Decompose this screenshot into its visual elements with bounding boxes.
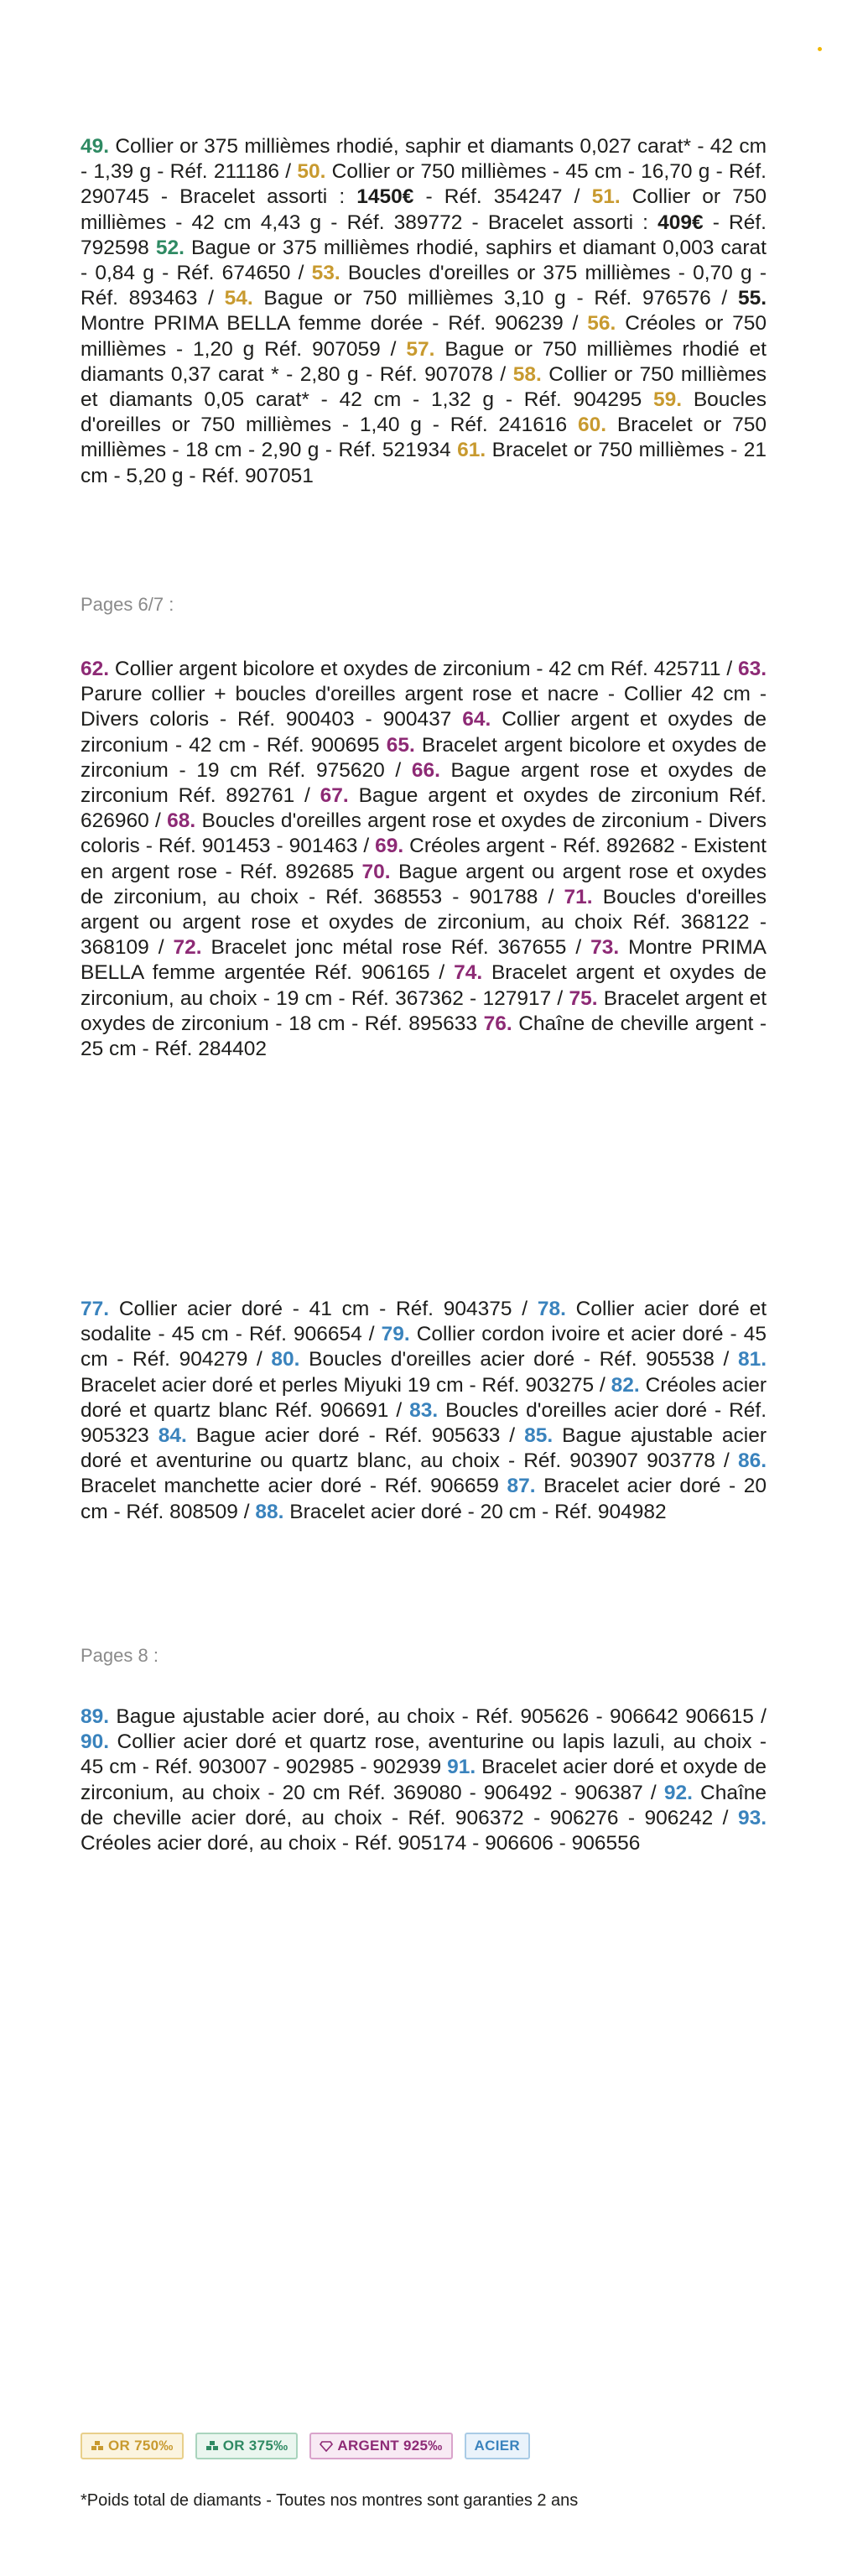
- item-description: Boucles d'oreilles acier doré - Réf. 905323: [81, 1398, 767, 1448]
- pages-8-heading: Pages 8 :: [81, 1645, 159, 1666]
- item-number: 80.: [271, 1348, 300, 1371]
- item-description: Collier argent bicolore et oxydes de zirconium - 42 cm Réf. 425711 /: [109, 658, 738, 680]
- item-description: Collier or 750 millièmes - 45 cm - 16,70 g - Réf. 290745 - Bracelet assorti :: [81, 160, 767, 209]
- diamond-icon: [320, 2440, 333, 2452]
- item-number: 66.: [411, 758, 440, 782]
- item-description: Bracelet argent et oxydes de zirconium - 18 cm - Réf. 895633: [81, 986, 767, 1035]
- item-description: Créoles acier doré, au choix - Réf. 905174 - 906606 - 906556: [81, 1832, 641, 1855]
- item-description: Bague ajustable acier doré, au choix - Réf. 905626 - 906642 906615 /: [109, 1705, 767, 1728]
- gold-bars-icon: [91, 2440, 104, 2452]
- item-number: 77.: [81, 1298, 110, 1320]
- badge-or-375-label: OR 375‰: [222, 2438, 288, 2454]
- item-description: Bracelet acier doré - 20 cm - Réf. 808509 /: [81, 1475, 767, 1523]
- item-description: Bracelet argent bicolore et oxydes de zirconium - 19 cm Réf. 975620 /: [81, 733, 767, 782]
- item-number: 60.: [577, 414, 607, 437]
- item-number: 69.: [375, 835, 404, 858]
- item-number: 84.: [158, 1424, 187, 1448]
- item-number: 68.: [167, 809, 196, 833]
- item-number: 57.: [406, 337, 435, 361]
- item-description: Bracelet acier doré et perles Miyuki 19 cm - Réf. 903275 /: [81, 1373, 611, 1397]
- item-description: Chaîne de cheville acier doré, au choix - Réf. 906372 - 906276 - 906242 /: [81, 1781, 767, 1829]
- item-number: 52.: [155, 236, 185, 259]
- gold-bars-icon: [205, 2440, 219, 2452]
- item-number: 75.: [569, 986, 598, 1010]
- item-description: Collier argent et oxydes de zirconium - 42 cm - Réf. 900695: [81, 708, 767, 757]
- item-description: Bague or 375 millièmes rhodié, saphirs et diamant 0,003 carat - 0,84 g - Réf. 674650 /: [81, 236, 767, 285]
- item-description: Montre PRIMA BELLA femme dorée - Réf. 906239 /: [81, 312, 588, 336]
- item-description: Boucles d'oreilles or 375 millièmes - 0,70 g - Réf. 893463 /: [81, 262, 767, 310]
- item-description: Bracelet or 750 millièmes - 21 cm - 5,20 g - Réf. 907051: [81, 439, 767, 487]
- item-description: Bague or 750 millièmes rhodié et diamants 0,37 carat * - 2,80 g - Réf. 907078 /: [81, 337, 767, 386]
- item-description: Bracelet acier doré et oxyde de zirconium, au choix - 20 cm Réf. 369080 - 906492 - 906387 /: [81, 1756, 767, 1804]
- item-description: Parure collier + boucles d'oreilles argent rose et nacre - Collier 42 cm - Divers coloris - Réf. 900403 - 900437: [81, 683, 767, 731]
- item-number: 74.: [454, 961, 483, 985]
- item-number: 82.: [611, 1373, 640, 1397]
- item-description: Bracelet manchette acier doré - Réf. 906659: [81, 1475, 507, 1498]
- catalog-block-steel: [81, 1297, 767, 1525]
- item-number: 55.: [737, 287, 767, 310]
- item-description: Créoles argent - Réf. 892682 - Existent en argent rose - Réf. 892685: [81, 835, 767, 883]
- item-description: Bracelet acier doré - 20 cm - Réf. 904982: [283, 1500, 667, 1523]
- item-number: 51.: [591, 185, 621, 209]
- item-number: 81.: [737, 1348, 767, 1371]
- item-number: 86.: [737, 1449, 767, 1473]
- item-number: 54.: [224, 287, 253, 310]
- item-description: Collier acier doré et quartz rose, aventurine ou lapis lazuli, au choix - 45 cm - Réf. 903007 - 902985 - 902939: [81, 1730, 767, 1779]
- item-number: 91.: [447, 1756, 476, 1779]
- item-number: 59.: [653, 388, 683, 412]
- corner-dot: [818, 47, 822, 51]
- item-price: 409€: [657, 211, 704, 234]
- item-number: 85.: [524, 1424, 554, 1448]
- item-description: Boucles d'oreilles or 750 millièmes - 1,40 g - Réf. 241616: [81, 388, 767, 437]
- item-description: Bague ajustable acier doré et aventurine ou quartz blanc, au choix - Réf. 903907 903778 /: [81, 1424, 767, 1473]
- item-number: 53.: [311, 262, 340, 285]
- item-number: 78.: [537, 1298, 566, 1320]
- item-number: 89.: [81, 1705, 110, 1728]
- item-number: 92.: [663, 1781, 693, 1804]
- item-description: Créoles or 750 millièmes - 1,20 g Réf. 907059 /: [81, 312, 767, 361]
- material-legend: [81, 2433, 530, 2459]
- badge-argent-925: [309, 2433, 452, 2459]
- item-number: 67.: [320, 784, 349, 808]
- item-description: Bague argent rose et oxydes de zirconium Réf. 892761 /: [81, 758, 767, 808]
- item-number: 64.: [462, 708, 491, 731]
- catalog-block-steel-2: [81, 1704, 767, 1856]
- item-number: 50.: [297, 160, 326, 184]
- item-number: 73.: [590, 936, 620, 960]
- item-description: Bague argent et oxydes de zirconium Réf. 626960 /: [81, 784, 767, 833]
- item-description: Bague acier doré - Réf. 905633 /: [186, 1424, 525, 1448]
- item-description: Bague or 750 millièmes 3,10 g - Réf. 976576 /: [252, 287, 738, 310]
- item-description: Collier or 375 millièmes rhodié, saphir et diamants 0,027 carat* - 42 cm - 1,39 g - Réf. 211186 /: [81, 135, 767, 184]
- badge-argent-925-label: ARGENT 925‰: [337, 2438, 443, 2454]
- item-description: Chaîne de cheville argent - 25 cm - Réf. 284402: [81, 1012, 767, 1061]
- item-number: 90.: [81, 1730, 110, 1754]
- item-number: 76.: [483, 1012, 512, 1035]
- catalog-block-silver: [81, 657, 767, 1062]
- item-description-suffix: - Réf. 792598: [81, 211, 767, 259]
- item-description: Bracelet or 750 millièmes - 18 cm - 2,90 g - Réf. 521934: [81, 414, 767, 462]
- item-number: 65.: [386, 733, 415, 757]
- badge-or-375: [195, 2433, 299, 2459]
- badge-acier: [465, 2433, 530, 2459]
- item-number: 58.: [512, 362, 542, 386]
- item-number: 79.: [381, 1323, 410, 1346]
- item-number: 62.: [81, 658, 110, 680]
- item-number: 83.: [409, 1398, 439, 1422]
- item-description: Boucles d'oreilles argent ou argent rose et oxydes de zirconium, au choix Réf. 368122 - 368109 /: [81, 885, 767, 960]
- item-number: 72.: [173, 936, 202, 960]
- item-description: Boucles d'oreilles argent rose et oxydes de zirconium - Divers coloris - Réf. 901453 - 901463 /: [81, 809, 767, 858]
- item-description: Bracelet jonc métal rose Réf. 367655 /: [201, 936, 591, 960]
- badge-or-750-label: OR 750‰: [108, 2438, 174, 2454]
- item-description: Collier cordon ivoire et acier doré - 45 cm - Réf. 904279 /: [81, 1323, 767, 1371]
- badge-or-750: [81, 2433, 184, 2459]
- item-number: 61.: [457, 439, 486, 462]
- item-number: 63.: [737, 658, 767, 680]
- badge-acier-label: ACIER: [474, 2438, 520, 2454]
- item-number: 56.: [587, 312, 616, 336]
- item-description: Collier acier doré et sodalite - 45 cm - Réf. 906654 /: [81, 1298, 767, 1346]
- item-description: Collier or 750 millièmes - 42 cm 4,43 g - Réf. 389772 - Bracelet assorti :: [81, 185, 767, 234]
- item-description-suffix: - Réf. 354247 /: [413, 185, 592, 209]
- pages-6-7-heading: Pages 6/7 :: [81, 594, 174, 615]
- item-description: Collier or 750 millièmes et diamants 0,05 carat* - 42 cm - 1,32 g - Réf. 904295: [81, 362, 767, 412]
- item-number: 88.: [255, 1500, 284, 1523]
- item-number: 71.: [564, 885, 593, 908]
- item-description: Bracelet argent et oxydes de zirconium, au choix - 19 cm - Réf. 367362 - 127917 /: [81, 961, 767, 1010]
- item-price: 1450€: [356, 185, 414, 209]
- item-number: 93.: [737, 1806, 767, 1829]
- item-description: Collier acier doré - 41 cm - Réf. 904375 /: [109, 1298, 538, 1320]
- item-description: Bague argent ou argent rose et oxydes de zirconium, au choix - Réf. 368553 - 901788 /: [81, 860, 767, 908]
- catalog-block-gold: [81, 134, 767, 489]
- item-description: Montre PRIMA BELLA femme argentée Réf. 906165 /: [81, 936, 767, 985]
- footnote: *Poids total de diamants - Toutes nos montres sont garanties 2 ans: [81, 2491, 579, 2510]
- item-number: 49.: [81, 135, 110, 158]
- item-description: Boucles d'oreilles acier doré - Réf. 905538 /: [299, 1348, 738, 1371]
- item-number: 87.: [507, 1475, 536, 1498]
- item-description: Créoles acier doré et quartz blanc Réf. 906691 /: [81, 1373, 767, 1422]
- item-number: 70.: [361, 860, 391, 883]
